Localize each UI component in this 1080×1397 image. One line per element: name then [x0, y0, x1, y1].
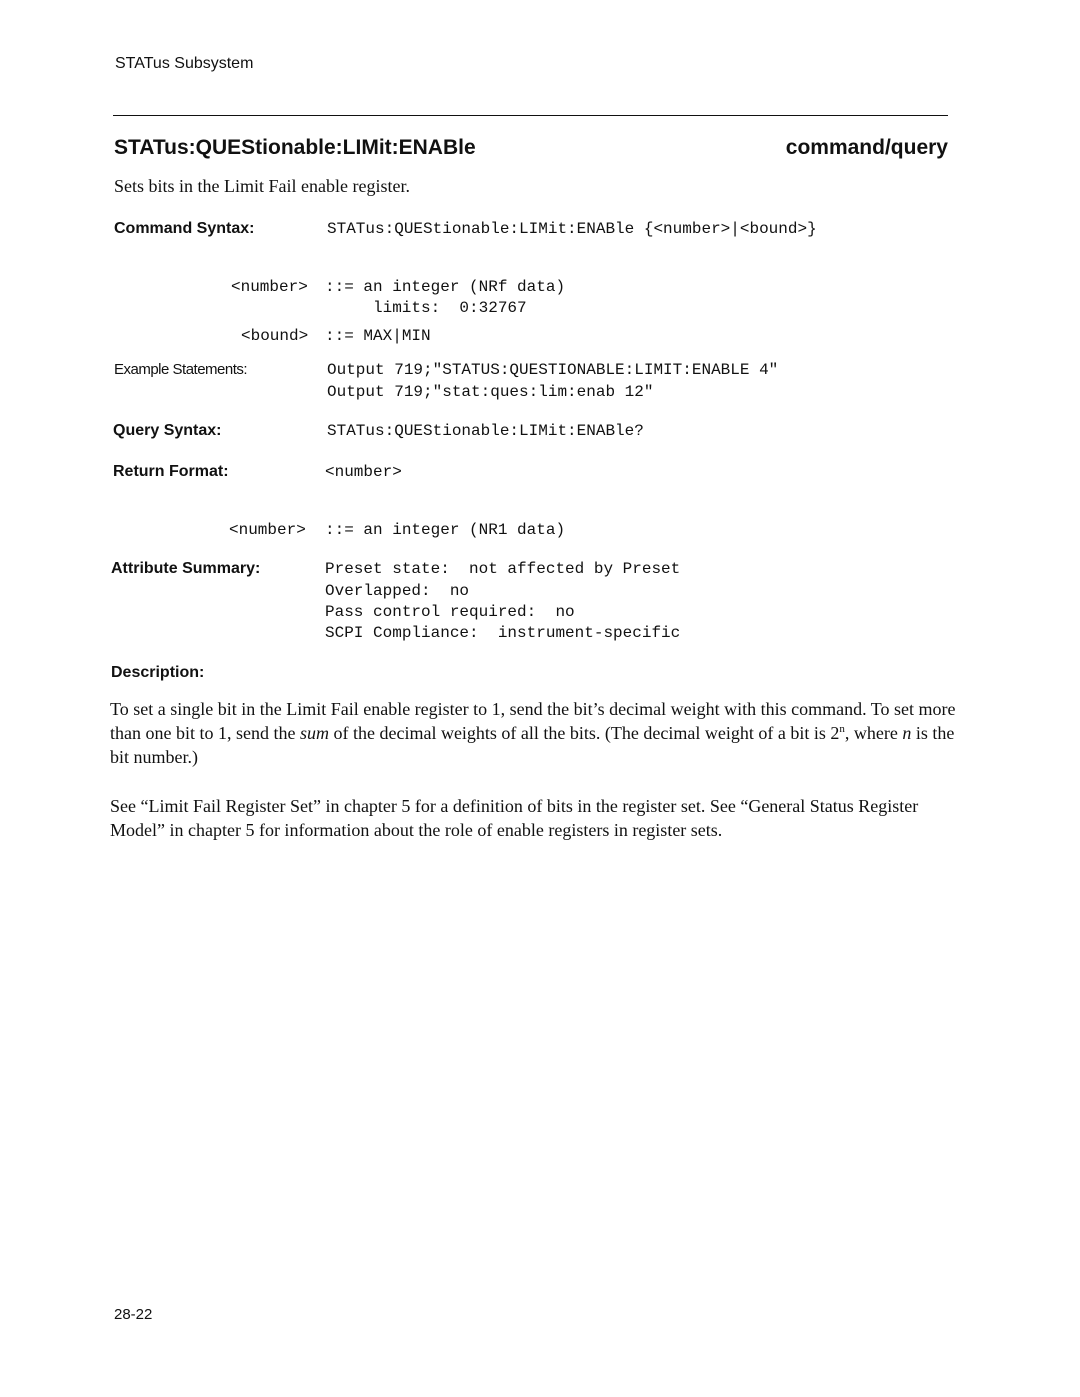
emphasis-sum: sum: [299, 723, 329, 743]
command-syntax-label: Command Syntax:: [114, 220, 255, 237]
query-syntax-label: Query Syntax:: [113, 422, 222, 439]
return-format-value: <number>: [325, 463, 402, 481]
attribute-summary-label: Attribute Summary:: [111, 560, 261, 577]
number-term: <number>: [231, 278, 308, 296]
return-number-term: <number>: [229, 521, 306, 539]
description-label: Description:: [111, 664, 205, 681]
superscript-n: n: [839, 723, 845, 735]
return-number-definition: ::= an integer (NR1 data): [325, 521, 566, 539]
attribute-line-4: SCPI Compliance: instrument-specific: [325, 624, 681, 642]
command-syntax-text: STATus:QUEStionable:LIMit:ENABle {<number>|<bound>}: [327, 220, 817, 238]
query-syntax-text: STATus:QUEStionable:LIMit:ENABle?: [327, 422, 644, 440]
page-number: 28-22: [114, 1306, 153, 1323]
command-type: command/query: [785, 136, 948, 159]
description-paragraph-1: To set a single bit in the Limit Fail enable register to 1, send the bit’s decimal weight with this command. To set more than one bit to 1, send the sum of the decimal weights of all the bits. (The decimal weight of a bit is 2$^n$, where n is the bit number.): [110, 699, 956, 767]
description-paragraph-2: See “Limit Fail Register Set” in chapter 5 for a definition of bits in the register set. See “General Status Register Model” in chapter 5 for information about the role of enable registers in register sets.: [110, 796, 919, 840]
emphasis-n: n: [902, 723, 912, 743]
example-line-1: Output 719;"STATUS:QUESTIONABLE:LIMIT:ENABLE 4": [327, 361, 779, 379]
example-line-2: Output 719;"stat:ques:lim:enab 12": [327, 383, 654, 401]
command-title: STATus:QUEStionable:LIMit:ENABle: [114, 136, 476, 159]
running-header: STATus Subsystem: [115, 55, 254, 72]
number-definition: ::= an integer (NRf data): [325, 278, 566, 296]
attribute-line-1: Preset state: not affected by Preset: [325, 560, 681, 578]
number-limits: limits: 0:32767: [373, 299, 527, 317]
attribute-line-3: Pass control required: no: [325, 603, 575, 621]
example-statements-label: Example Statements:: [114, 361, 248, 378]
attribute-line-2: Overlapped: no: [325, 582, 470, 600]
command-summary: Sets bits in the Limit Fail enable register.: [114, 176, 410, 196]
return-format-label: Return Format:: [113, 463, 229, 480]
bound-definition: ::= MAX|MIN: [325, 327, 431, 345]
bound-term: <bound>: [241, 327, 309, 345]
header-rule: [113, 115, 948, 116]
